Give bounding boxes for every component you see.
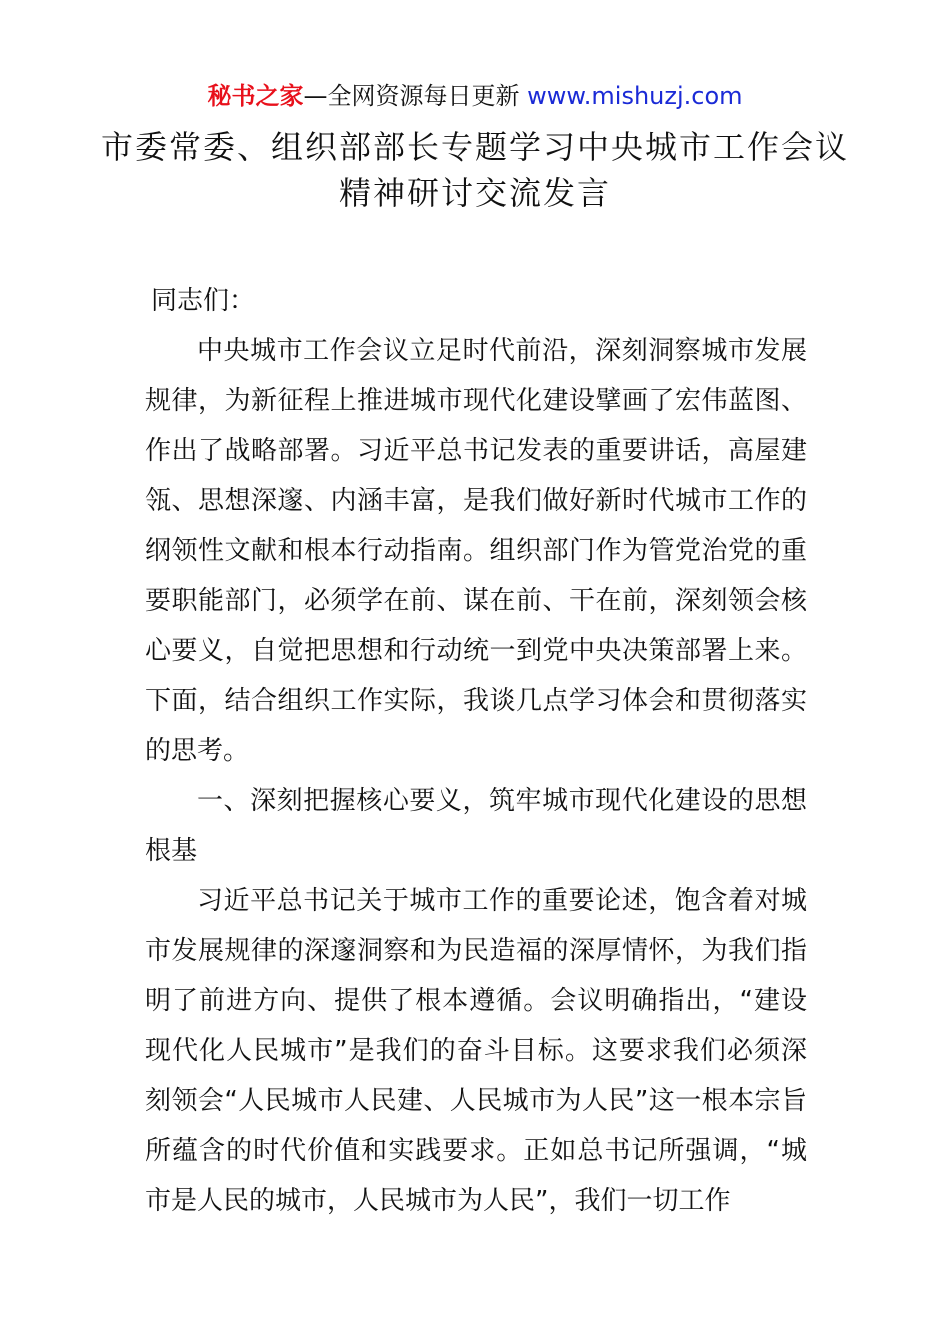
site-header xyxy=(0,80,950,112)
site-tagline: —全网资源每日更新 xyxy=(303,82,520,110)
document-title: 市委常委、组织部部长专题学习中央城市工作会议精神研讨交流发言 xyxy=(100,128,849,212)
paragraph-intro: 中央城市工作会议立足时代前沿，深刻洞察城市发展规律，为新征程上推进城市现代化建设擘画了宏伟蓝图、作出了战略部署。习近平总书记发表的重要讲话，高屋建瓴、思想深邃、内涵丰富，是我们做好新时代城市工作的纲领性文献和根本行动指南。组织部门作为管党治党的重要职能部门，必须学在前、谋在前、干在前，深刻领会核心要义，自觉把思想和行动统一到党中央决策部署上来。下面，结合组织工作实际，我谈几点学习体会和贯彻落实的思考。 xyxy=(145,336,807,766)
document-body xyxy=(145,276,807,1226)
section-heading-1: 一、深刻把握核心要义，筑牢城市现代化建设的思想根基 xyxy=(145,786,807,866)
site-url-link[interactable]: www.mishuzj.com xyxy=(527,82,743,110)
brand-name: 秘书之家 xyxy=(207,82,304,110)
paragraph-section-1: 习近平总书记关于城市工作的重要论述，饱含着对城市发展规律的深邃洞察和为民造福的深厚情怀，为我们指明了前进方向、提供了根本遵循。会议明确指出，“建设现代化人民城市”是我们的奋斗目标。这要求我们必须深刻领会“人民城市人民建、人民城市为人民”这一根本宗旨所蕴含的时代价值和实践要求。正如总书记所强调，“城市是人民的城市，人民城市为人民”，我们一切工作 xyxy=(145,886,807,1216)
salutation: 同志们： xyxy=(151,286,256,316)
